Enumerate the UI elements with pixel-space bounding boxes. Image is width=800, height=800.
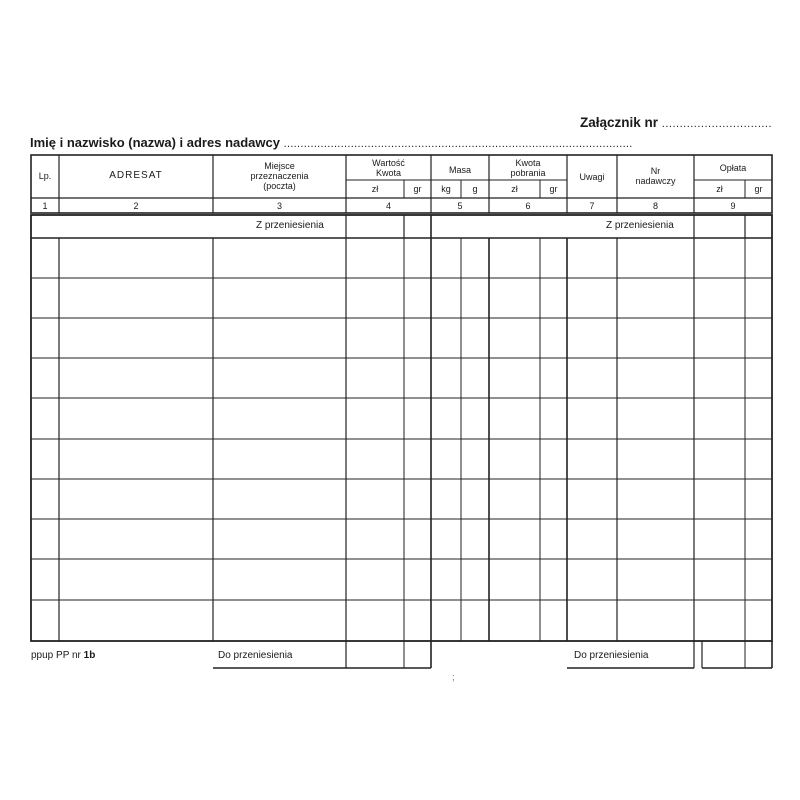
masa-g: g (472, 184, 478, 194)
form-code (31, 650, 95, 661)
col-wartosc-line1: Wartość (372, 158, 405, 168)
col-number-3: 3 (276, 201, 282, 211)
sender-label: Imię i nazwisko (nazwa) i adres nadawcy (30, 135, 280, 150)
wartosc-zl: zł (371, 184, 379, 194)
stray-mark: ; (452, 672, 455, 682)
carry-from-label-left: Z przeniesienia (256, 220, 324, 231)
col-miejsce-line3: (poczta) (263, 181, 296, 191)
col-wartosc-line2: Kwota (375, 168, 401, 178)
col-uwagi-header: Uwagi (579, 172, 605, 182)
attachment-dots: ............................... (661, 118, 773, 130)
oplata-gr: gr (754, 184, 763, 194)
col-miejsce-line1: Miejsce (264, 161, 295, 171)
col-adresat-header: ADRESAT (109, 170, 163, 181)
col-oplata-header: Opłata (719, 163, 747, 173)
form-code-prefix: ppup PP nr (31, 650, 84, 661)
col-nr-line2: nadawczy (635, 176, 676, 186)
col-pobranie-header (489, 158, 567, 178)
pobranie-gr: gr (549, 184, 558, 194)
col-lp-header: Lp. (38, 171, 52, 181)
col-number-7: 7 (589, 201, 595, 211)
col-number-1: 1 (42, 201, 48, 211)
carry-to-label-right: Do przeniesienia (574, 650, 649, 661)
oplata-zl: zł (716, 184, 723, 194)
sender-dots: ........................................................................................................ (283, 138, 633, 150)
col-wartosc-header (346, 158, 431, 178)
pobranie-zl: zł (511, 184, 518, 194)
wartosc-gr: gr (413, 184, 422, 194)
attachment-label: Załącznik nr (580, 115, 659, 130)
col-nr-header (617, 166, 694, 186)
carry-from-label-right: Z przeniesienia (606, 220, 674, 231)
col-nr-line1: Nr (650, 166, 661, 176)
masa-kg: kg (441, 184, 451, 194)
col-number-5: 5 (457, 201, 463, 211)
col-pobranie-line2: pobrania (510, 168, 546, 178)
col-masa-header: Masa (448, 165, 471, 175)
col-miejsce-line2: przeznaczenia (250, 171, 309, 181)
form-code-number: 1b (83, 650, 96, 661)
body-frame (31, 215, 772, 641)
col-number-8: 8 (652, 201, 658, 211)
col-number-4: 4 (385, 201, 391, 211)
col-miejsce-header (213, 161, 346, 191)
col-number-9: 9 (730, 201, 736, 211)
carry-to-label-left: Do przeniesienia (218, 650, 293, 661)
col-number-6: 6 (525, 201, 531, 211)
col-number-2: 2 (133, 201, 139, 211)
col-pobranie-line1: Kwota (515, 158, 541, 168)
